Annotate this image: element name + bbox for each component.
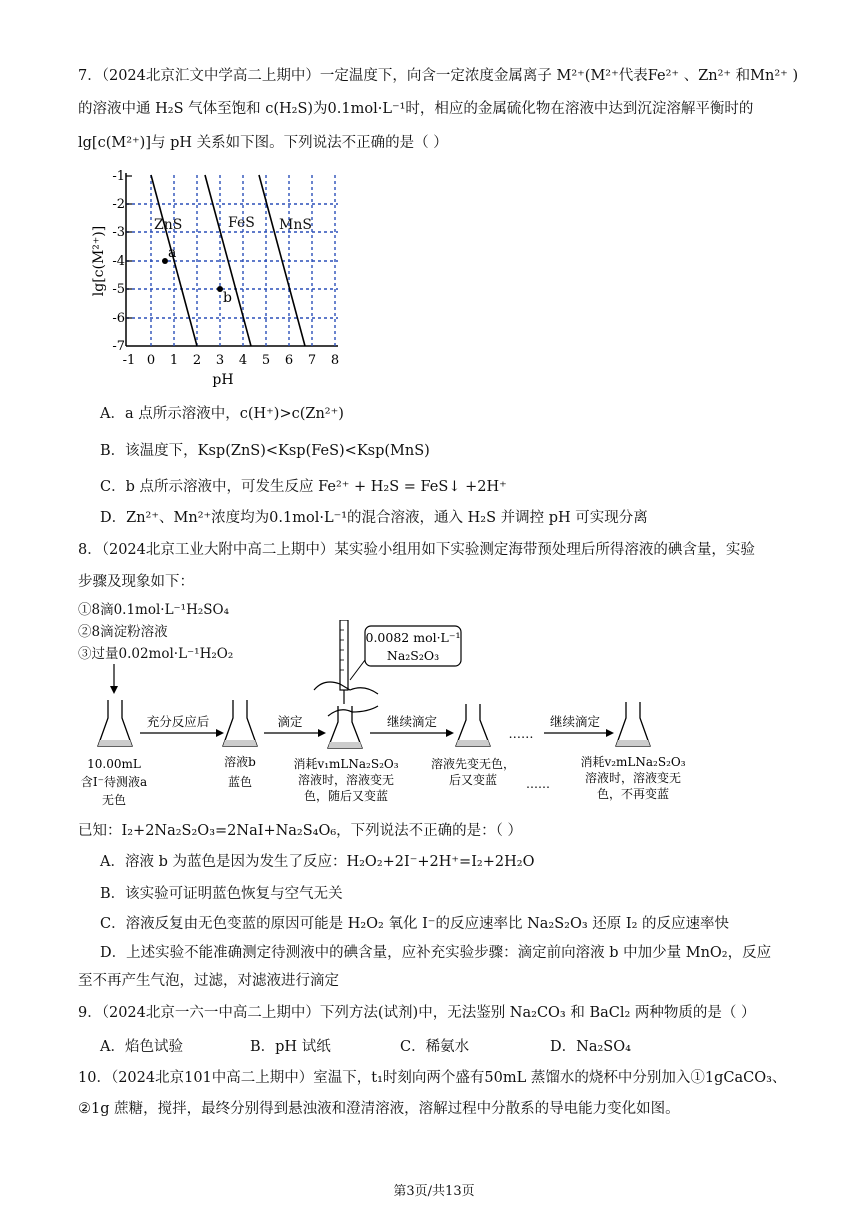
flask3-caption-3: 色，随后又变蓝 [303, 789, 389, 803]
step-2: ②8滴淀粉溶液 [78, 624, 168, 640]
x-tick: 4 [238, 353, 248, 368]
q8-stem-line2: 步骤及现象如下： [78, 574, 194, 590]
flask4-caption-1: 溶液先变无色， [430, 757, 516, 771]
flask2-caption-2: 蓝色 [227, 775, 253, 789]
flask1-caption-2: 含I⁻待测液a [80, 775, 148, 789]
x-tick: 7 [307, 353, 317, 368]
y-tick: -7 [112, 339, 125, 354]
x-tick: 3 [215, 353, 225, 368]
flask1-caption-3: 无色 [101, 793, 127, 807]
q7-option-a: A．a 点所示溶液中，c(H⁺)>c(Zn²⁺) [100, 406, 344, 422]
reagent-name: Na₂S₂O₃ [386, 648, 440, 663]
q8-option-d-line1: D．上述实验不能准确测定待测液中的碘含量，应补充实验步骤：滴定前向溶液 b 中加少量 MnO₂，反应 [100, 945, 772, 961]
step-3: ③过量0.02mol·L⁻¹H₂O₂ [78, 646, 234, 662]
q7-option-b: B．该温度下，Ksp(ZnS)<Ksp(FeS)<Ksp(MnS) [100, 443, 430, 459]
flask5-caption-2: 溶液时，溶液变无 [584, 771, 682, 785]
caption-ellipsis: …… [526, 777, 550, 791]
y-tick: -2 [112, 197, 125, 212]
q8-known: 已知：I₂+2Na₂S₂O₃=2NaI+Na₂S₄O₆，下列说法不正确的是：（ ） [78, 823, 523, 839]
flask5-caption-3: 色，不再变蓝 [596, 787, 670, 801]
y-axis-label: lg[c(M²⁺)] [91, 225, 107, 297]
flask-4 [456, 704, 490, 746]
flask-2 [223, 700, 257, 746]
y-tick: -4 [112, 254, 125, 269]
q7-option-c: C．b 点所示溶液中，可发生反应 Fe²⁺ + H₂S = FeS↓ +2H⁺ [100, 479, 507, 495]
q9-stem: 9．（2024北京一六一中高二上期中）下列方法(试剂)中，无法鉴别 Na₂CO₃ 和 BaCl₂ 两种物质的是（ ） [78, 1005, 756, 1021]
q7-option-d: D．Zn²⁺、Mn²⁺浓度均为0.1mol·L⁻¹的混合溶液，通入 H₂S 并调控 pH 可实现分离 [100, 510, 648, 526]
arrow-label-continue-2: 继续滴定 [549, 714, 601, 729]
q8-stem-line1: 8．（2024北京工业大附中高二上期中）某实验小组用如下实验测定海带预处理后所得溶液的碘含量，实验 [78, 542, 755, 558]
point-b-label: b [223, 290, 232, 306]
q7-stem-line3: lg[c(M²⁺)]与 pH 关系如下图。下列说法不正确的是（ ） [78, 135, 448, 151]
q10-stem-line2: ②1g 蔗糖，搅拌，最终分别得到悬浊液和澄清溶液，溶解过程中分散系的导电能力变化如图。 [78, 1101, 680, 1117]
flask2-caption-1: 溶液b [224, 755, 256, 769]
q7-stem-line2: 的溶液中通 H₂S 气体至饱和 c(H₂S)为0.1mol·L⁻¹时，相应的金属硫化物在溶液中达到沉淀溶解平衡时的 [78, 101, 754, 117]
q9-option-c: C．稀氨水 [400, 1039, 470, 1055]
zns-label: ZnS [154, 217, 183, 233]
x-tick: 6 [284, 353, 294, 368]
q8-option-a: A．溶液 b 为蓝色是因为发生了反应：H₂O₂+2I⁻+2H⁺=I₂+2H₂O [100, 854, 535, 870]
ellipsis: …… [508, 726, 534, 741]
flask1-caption-1: 10.00mL [87, 757, 141, 771]
arrow-label-titrate: 滴定 [277, 714, 303, 729]
fes-label: FeS [228, 215, 255, 231]
flask-5 [616, 702, 650, 746]
x-tick: 0 [146, 353, 156, 368]
x-tick: 2 [192, 353, 202, 368]
y-tick: -5 [112, 282, 125, 297]
q8-option-c: C．溶液反复由无色变蓝的原因可能是 H₂O₂ 氧化 I⁻的反应速率比 Na₂S₂O₃ 还原 I₂ 的反应速率快 [100, 916, 730, 932]
flask5-caption-1: 消耗v₂mLNa₂S₂O₃ [580, 755, 686, 769]
q7-stem-line1: 7．（2024北京汇文中学高二上期中）一定温度下，向含一定浓度金属离子 M²⁺(M²⁺代表Fe²⁺ 、Zn²⁺ 和Mn²⁺ ) [78, 68, 799, 84]
q8-option-d-line2: 至不再产生气泡，过滤，对滤液进行滴定 [78, 973, 339, 989]
q9-options [100, 1035, 700, 1056]
q9-option-d: D．Na₂SO₄ [550, 1039, 631, 1055]
y-tick: -3 [112, 225, 125, 240]
q7-chart [85, 165, 355, 395]
flask3-caption-1: 消耗v₁mLNa₂S₂O₃ [293, 757, 399, 771]
burette [340, 620, 348, 690]
q9-option-a: A．焰色试验 [100, 1039, 183, 1055]
mns-label: MnS [279, 217, 312, 233]
x-tick: 1 [169, 353, 179, 368]
flask3-caption-2: 溶液时，溶液变无 [297, 773, 395, 787]
q8-option-b: B．该实验可证明蓝色恢复与空气无关 [100, 886, 343, 902]
arrow-label-continue-1: 继续滴定 [386, 714, 438, 729]
arrow-label-react: 充分反应后 [146, 714, 210, 729]
page-footer: 第3页/共13页 [393, 1184, 475, 1199]
point-a-label: a [168, 245, 177, 261]
step-1: ①8滴0.1mol·L⁻¹H₂SO₄ [78, 602, 230, 618]
x-tick: 8 [330, 353, 340, 368]
x-tick: 5 [261, 353, 271, 368]
q8-diagram [78, 620, 718, 820]
x-axis-label: pH [212, 372, 234, 388]
q9-option-b: B．pH 试纸 [250, 1039, 331, 1055]
y-tick: -1 [112, 169, 125, 184]
y-tick: -6 [112, 311, 125, 326]
x-tick: -1 [122, 353, 136, 368]
q10-stem-line1: 10．（2024北京101中高二上期中）室温下，t₁时刻向两个盛有50mL 蒸馏水的烧杯中分别加入①1gCaCO₃、 [78, 1070, 787, 1086]
reagent-concentration: 0.0082 mol·L⁻¹ [365, 630, 461, 645]
flask4-caption-2: 后又变蓝 [448, 773, 498, 787]
flask-1 [98, 700, 132, 746]
